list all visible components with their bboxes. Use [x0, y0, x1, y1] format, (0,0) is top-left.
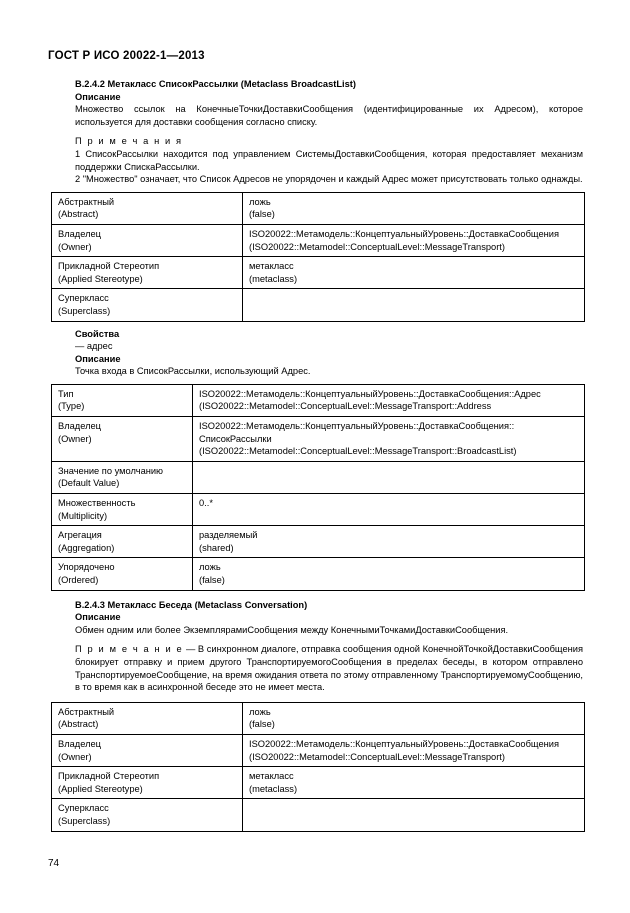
table-key-cell: Агрегация (Aggregation)	[52, 526, 193, 558]
page-content	[58, 78, 583, 832]
table-value-cell: ложь (false)	[243, 702, 585, 734]
table-value-cell: ISO20022::Метамодель::КонцептуальныйУровень::ДоставкаСообщения (ISO20022::Metamodel::ConceptualLevel::MessageTransport)	[243, 224, 585, 256]
table-row	[52, 192, 585, 224]
table-row	[52, 384, 585, 416]
note-label: П р и м е ч а н и е	[75, 644, 184, 655]
table-key-cell: Владелец (Owner)	[52, 224, 243, 256]
description-text: Точка входа в СписокРассылки, использующий Адрес.	[75, 366, 311, 377]
table-row	[52, 417, 585, 462]
table-value-cell	[243, 289, 585, 321]
page-number: 74	[48, 858, 60, 869]
metaclass-table-broadcastlist	[51, 192, 585, 322]
property-item: — адрес	[75, 341, 113, 352]
properties-label: Свойства	[75, 328, 120, 339]
note-text: — В синхронном диалоге, отправка сообщения одной КонечнойТочкойДоставкиСообщения блокирует отправку и прием другого ТранспортируемогоСообщения в пределах беседы, в котором отправлено ТранспортируемоеСообщение, на время ожидания ответа по этому отправленному ТранспортируемомуСообщению, в то время как в асинхронной беседе это не имеет места.	[75, 644, 583, 693]
note-paragraph	[75, 643, 583, 693]
table-value-cell: ISO20022::Метамодель::КонцептуальныйУровень::ДоставкаСообщения::Адрес (ISO20022::Metamodel::ConceptualLevel::MessageTransport::Address	[193, 384, 585, 416]
table-key-cell: Тип (Type)	[52, 384, 193, 416]
note-2: 2 "Множество" означает, что Список Адресов не упорядочен и каждый Адрес может присутствовать только однажды.	[75, 174, 583, 185]
table-key-cell: Прикладной Стереотип (Applied Stereotype)	[52, 257, 243, 289]
table-value-cell: ложь (false)	[243, 192, 585, 224]
table-row	[52, 289, 585, 321]
document-header: ГОСТ Р ИСО 20022-1—2013	[48, 50, 205, 62]
table-key-cell: Суперкласс (Superclass)	[52, 289, 243, 321]
description-label: Описание	[75, 612, 121, 623]
table-row	[52, 558, 585, 590]
table-key-cell: Прикладной Стереотип (Applied Stereotype)	[52, 767, 243, 799]
table-key-cell: Абстрактный (Abstract)	[52, 192, 243, 224]
property-table-address	[51, 384, 585, 591]
table-row	[52, 734, 585, 766]
table-row	[52, 526, 585, 558]
table-key-cell: Значение по умолчанию (Default Value)	[52, 461, 193, 493]
section-title-conversation: В.2.4.3 Метакласс Беседа (Metaclass Conversation)	[75, 599, 308, 610]
table-key-cell: Владелец (Owner)	[52, 734, 243, 766]
table-key-cell: Суперкласс (Superclass)	[52, 799, 243, 831]
table-row	[52, 461, 585, 493]
description-label: Описание	[75, 91, 121, 102]
table-row	[52, 494, 585, 526]
table-key-cell: Абстрактный (Abstract)	[52, 702, 243, 734]
table-value-cell: метакласс (metaclass)	[243, 257, 585, 289]
description-label: Описание	[75, 353, 121, 364]
table-value-cell: ISO20022::Метамодель::КонцептуальныйУровень::ДоставкаСообщения:: СписокРассылки (ISO20022::Metamodel::ConceptualLevel::MessageTransport::BroadcastList)	[193, 417, 585, 462]
table-value-cell: разделяемый (shared)	[193, 526, 585, 558]
table-row	[52, 702, 585, 734]
table-row	[52, 799, 585, 831]
note-1: 1 СписокРассылки находится под управлением СистемыДоставкиСообщения, которая предоставляет механизм поддержки СпискаРассылки.	[75, 148, 583, 172]
table-value-cell: ложь (false)	[193, 558, 585, 590]
table-row	[52, 767, 585, 799]
table-key-cell: Владелец (Owner)	[52, 417, 193, 462]
description-text: Множество ссылок на КонечныеТочкиДоставкиСообщения (идентифицированные их Адресом), которое используется для доставки сообщения согласно списку.	[75, 104, 583, 127]
table-value-cell: ISO20022::Метамодель::КонцептуальныйУровень::ДоставкаСообщения (ISO20022::Metamodel::ConceptualLevel::MessageTransport)	[243, 734, 585, 766]
table-value-cell	[193, 461, 585, 493]
metaclass-table-conversation	[51, 702, 585, 832]
description-text: Обмен одним или более ЭкземплярамиСообщения между КонечнымиТочкамиДоставкиСообщения.	[75, 624, 509, 635]
section-title-broadcastlist: В.2.4.2 Метакласс СписокРассылки (Metaclass BroadcastList)	[75, 79, 356, 89]
notes-label: П р и м е ч а н и я	[75, 136, 183, 147]
table-key-cell: Упорядочено (Ordered)	[52, 558, 193, 590]
table-value-cell	[243, 799, 585, 831]
table-value-cell: метакласс (metaclass)	[243, 767, 585, 799]
table-row	[52, 257, 585, 289]
table-value-cell: 0..*	[193, 494, 585, 526]
table-row	[52, 224, 585, 256]
table-key-cell: Множественность (Multiplicity)	[52, 494, 193, 526]
